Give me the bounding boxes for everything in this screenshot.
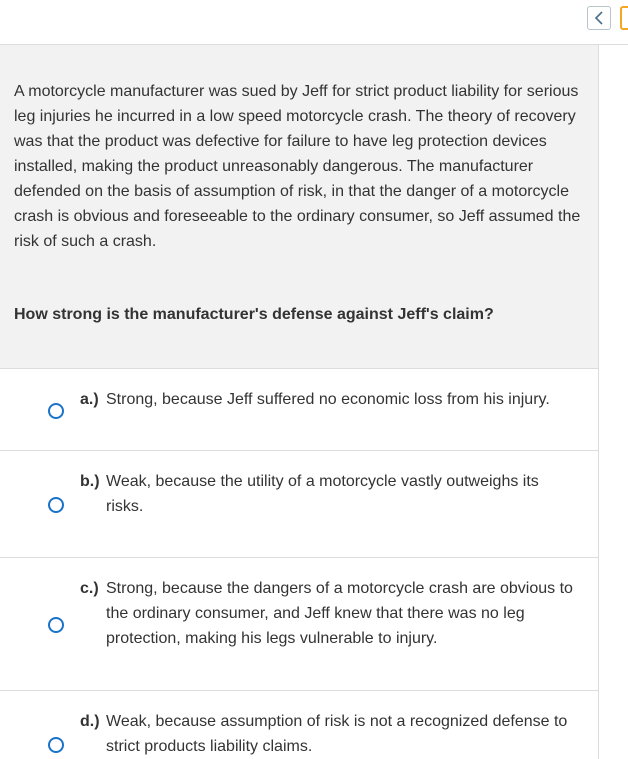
radio-button-b[interactable] — [48, 497, 64, 513]
answer-option-d[interactable] — [0, 691, 598, 759]
option-text-a: Strong, because Jeff suffered no economic loss from his injury. — [106, 391, 550, 408]
question-panel — [0, 45, 598, 369]
question-prompt: How strong is the manufacturer's defense against Jeff's claim? — [14, 306, 494, 323]
right-panel-divider — [598, 45, 599, 759]
question-text: A motorcycle manufacturer was sued by Jeff for strict product liability for serious leg injuries he incurred in a low speed motorcycle crash. The theory of recovery was that the product was defective for failure to have leg protection devices installed, making the product unreasonably dangerous. The manufacturer defended on the basis of assumption of risk, in that the danger of a motorcycle crash is obvious and foreseeable to the ordinary consumer, so Jeff assumed the risk of such a crash. — [14, 83, 581, 250]
answer-option-a[interactable] — [0, 369, 598, 451]
next-question-button[interactable] — [620, 6, 628, 30]
option-text-c: Strong, because the dangers of a motorcycle crash are obvious to the ordinary consumer, and Jeff knew that there was no leg protection, making his legs vulnerable to injury. — [106, 580, 573, 647]
option-letter-d: d.) — [80, 713, 100, 730]
radio-button-c[interactable] — [48, 617, 64, 633]
answer-option-b[interactable] — [0, 451, 598, 558]
option-letter-a: a.) — [80, 391, 99, 408]
radio-button-a[interactable] — [48, 403, 64, 419]
option-text-d: Weak, because assumption of risk is not a recognized defense to strict products liability claims. — [106, 713, 568, 755]
top-bar — [0, 0, 628, 45]
chevron-left-icon — [593, 11, 605, 25]
radio-button-d[interactable] — [48, 737, 64, 753]
answer-option-c[interactable] — [0, 558, 598, 691]
previous-question-button[interactable] — [587, 6, 611, 30]
option-letter-c: c.) — [80, 580, 99, 597]
option-text-b: Weak, because the utility of a motorcycle vastly outweighs its risks. — [106, 473, 539, 515]
option-letter-b: b.) — [80, 473, 100, 490]
